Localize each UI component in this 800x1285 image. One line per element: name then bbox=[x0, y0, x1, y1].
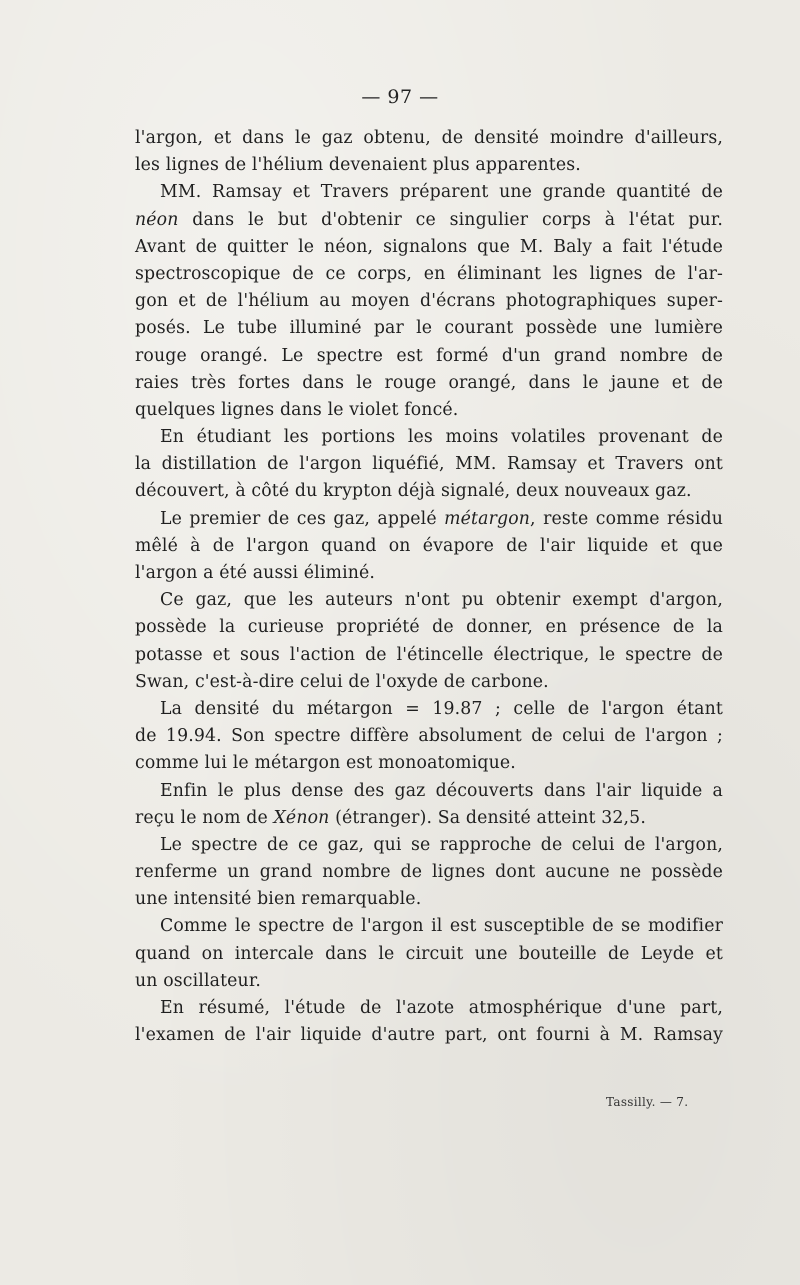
text-line: de 19.94. Son spectre diffère absolument de celui de l'argon ; bbox=[135, 726, 723, 747]
text-line: MM. Ramsay et Travers préparent une grande quantité de bbox=[160, 182, 723, 203]
text-line: rouge orangé. Le spectre est formé d'un grand nombre de bbox=[135, 345, 723, 366]
text-line: un oscillateur. bbox=[135, 970, 261, 991]
text-line: raies très fortes dans le rouge orangé, dans le jaune et de bbox=[135, 372, 723, 393]
text-line: quelques lignes dans le violet foncé. bbox=[135, 399, 459, 420]
text-line: Le spectre de ce gaz, qui se rapproche de celui de l'argon, bbox=[160, 834, 723, 855]
text-line: Avant de quitter le néon, signalons que M. Baly a fait l'étude bbox=[135, 236, 723, 257]
text-line: reçu le nom de Xénon (étranger). Sa densité atteint 32,5. bbox=[135, 807, 646, 828]
text-line: l'examen de l'air liquide d'autre part, ont fourni à M. Ramsay bbox=[135, 1025, 723, 1046]
page-number: — 97 — bbox=[361, 86, 439, 108]
text-line: mêlé à de l'argon quand on évapore de l'air liquide et que bbox=[135, 535, 723, 556]
text-line: découvert, à côté du krypton déjà signalé, deux nouveaux gaz. bbox=[135, 481, 692, 502]
text-line: possède la curieuse propriété de donner, en présence de la bbox=[135, 617, 723, 638]
text-line: spectroscopique de ce corps, en éliminant les lignes de l'ar- bbox=[135, 263, 723, 284]
text-line: En étudiant les portions les moins volatiles provenant de bbox=[160, 427, 723, 448]
text-line: les lignes de l'hélium devenaient plus apparentes. bbox=[135, 155, 581, 176]
text-line: La densité du métargon = 19.87 ; celle de l'argon étant bbox=[160, 698, 723, 719]
text-line: l'argon, et dans le gaz obtenu, de densité moindre d'ailleurs, bbox=[135, 128, 723, 148]
text-line: gon et de l'hélium au moyen d'écrans photographiques super- bbox=[135, 291, 723, 312]
text-line: Swan, c'est-à-dire celui de l'oxyde de carbone. bbox=[135, 671, 549, 692]
text-line: renferme un grand nombre de lignes dont aucune ne possède bbox=[135, 862, 723, 883]
text-line: quand on intercale dans le circuit une bouteille de Leyde et bbox=[135, 943, 723, 964]
text-line: posés. Le tube illuminé par le courant possède une lumière bbox=[135, 318, 723, 339]
text-line: néon dans le but d'obtenir ce singulier corps à l'état pur. bbox=[135, 209, 723, 230]
text-line: comme lui le métargon est monoatomique. bbox=[135, 753, 516, 774]
text-line: Comme le spectre de l'argon il est susceptible de se modifier bbox=[160, 916, 723, 937]
text-line: Le premier de ces gaz, appelé métargon, reste comme résidu bbox=[160, 508, 723, 529]
text-line: Enfin le plus dense des gaz découverts dans l'air liquide a bbox=[160, 780, 723, 801]
body-text bbox=[135, 125, 723, 1049]
text-line: une intensité bien remarquable. bbox=[135, 889, 422, 910]
text-line: la distillation de l'argon liquéfié, MM. Ramsay et Travers ont bbox=[135, 454, 723, 475]
text-line: potasse et sous l'action de l'étincelle électrique, le spectre de bbox=[135, 644, 723, 665]
text-line: En résumé, l'étude de l'azote atmosphérique d'une part, bbox=[160, 998, 723, 1018]
text-line: l'argon a été aussi éliminé. bbox=[135, 563, 376, 583]
signature-mark: Tassilly. — 7. bbox=[606, 1095, 689, 1109]
text-line: Ce gaz, que les auteurs n'ont pu obtenir exempt d'argon, bbox=[160, 590, 723, 611]
